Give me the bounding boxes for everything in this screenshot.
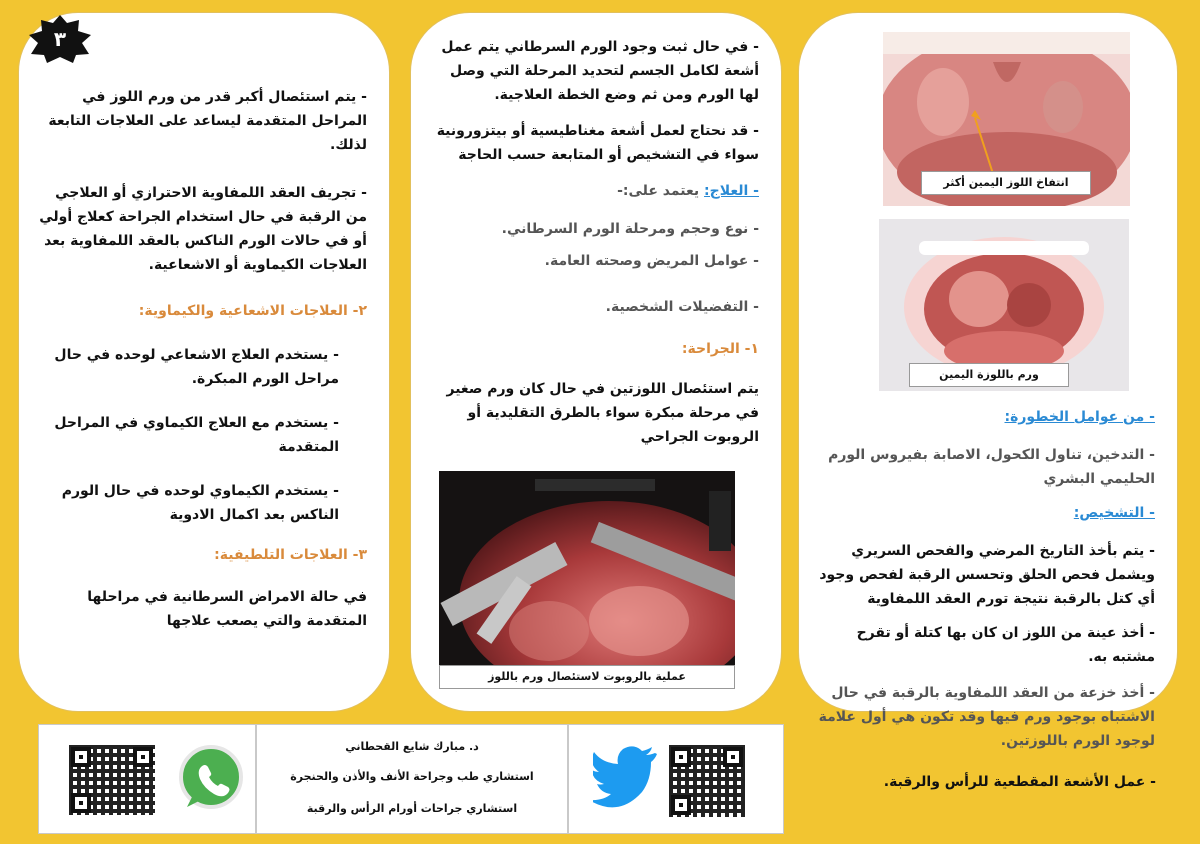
mid-bullet-1: - نوع وحجم ومرحلة الورم السرطاني.: [501, 221, 759, 237]
twitter-cell: [568, 724, 784, 834]
mid-photo-caption: عملية بالروبوت لاستئصال ورم باللوز: [439, 665, 735, 689]
mid-treatment-heading: - العلاج:: [704, 183, 759, 199]
right-diagnosis-heading: - التشخيص:: [1073, 505, 1155, 521]
page-number: ٣: [53, 27, 67, 51]
doctor-title-1: استشاري طب وجراحة الأنف والأذن والحنجرة: [290, 770, 534, 783]
right-photo2-caption: ورم باللوزة اليمين: [909, 363, 1069, 387]
right-photo1-caption: انتفاخ اللوز اليمين أكثر: [921, 171, 1091, 195]
left-p6: في حالة الامراض السرطانية في مراحلها المتقدمة والتي يصعب علاجها: [87, 589, 367, 629]
left-p4: - يستخدم مع العلاج الكيماوي في المراحل المتقدمة: [54, 415, 339, 455]
mid-p2: - قد نحتاج لعمل أشعة مغناطيسية أو بيتزورونية سواء في التشخيص أو المتابعة حسب الحاجة: [436, 123, 759, 163]
doctor-name: د. مبارك شايع القحطاني: [345, 740, 479, 753]
mid-treatment-intro: يعتمد على:-: [617, 183, 700, 199]
right-risk-text: - التدخين، تناول الكحول، الاصابة بفيروس الورم الحليمي البشري: [828, 447, 1155, 487]
qr-code-icon[interactable]: [669, 745, 745, 817]
right-diag-4: - عمل الأشعة المقطعية للرأس والرقبة.: [883, 774, 1156, 790]
right-diag-2: - أخذ عينة من اللوز ان كان بها كتلة أو تقرح مشتبه به.: [856, 625, 1155, 665]
page-number-badge: [27, 15, 93, 63]
mid-surgery-text: يتم استئصال اللوزتين في حال كان ورم صغير في مرحلة مبكرة سواء بالطرق التقليدية أو الروبوت الجراحي: [446, 381, 759, 445]
contact-footer: [38, 724, 784, 834]
mid-bullet-3: - التفضيلات الشخصية.: [605, 299, 759, 315]
left-heading-radio-chemo: ٢- العلاجات الاشعاعية والكيماوية:: [138, 303, 367, 319]
qr-code-icon[interactable]: [69, 745, 155, 815]
left-p1: - يتم استئصال أكبر قدر من ورم اللوز في المراحل المتقدمة ليساعد على العلاجات التابعة لذلك.: [48, 89, 367, 153]
doctor-info-cell: [256, 724, 568, 834]
mid-bullet-2: - عوامل المريض وصحته العامة.: [544, 253, 759, 269]
left-p2: - تجريف العقد اللمفاوية الاحترازي أو العلاجي من الرقبة في حال استخدام الجراحة كعلاج أولي أو في حالات الورم الناكس بالعقد اللمفاوية بعد العلاجات الكيماوية أو الاشعاعية.: [39, 185, 367, 273]
right-diag-1: - يتم بأخذ التاريخ المرضي والفحص السريري ويشمل فحص الحلق وتحسس الرقبة لفحص وجود أي كتل بالرقبة نتيجة تورم العقد اللمفاوية: [819, 543, 1155, 607]
whatsapp-icon[interactable]: [177, 741, 245, 817]
right-risk-heading: - من عوامل الخطورة:: [1004, 409, 1155, 425]
whatsapp-cell: [38, 724, 256, 834]
doctor-title-2: استشاري جراحات أورام الرأس والرقبة: [306, 802, 518, 815]
panel-middle: [410, 12, 782, 712]
left-heading-palliative: ٣- العلاجات التلطيفية:: [214, 547, 367, 563]
left-p3: - يستخدم العلاج الاشعاعي لوحده في حال مراحل الورم المبكرة.: [54, 347, 339, 387]
twitter-icon[interactable]: [593, 739, 657, 819]
panel-left: [18, 12, 390, 712]
left-p5: - يستخدم الكيماوي لوحده في حال الورم الناكس بعد اكمال الادوية: [61, 483, 339, 523]
mid-surgery-heading: ١- الجراحة:: [681, 341, 759, 357]
mid-treatment-line: [429, 179, 759, 203]
mid-p1: - في حال ثبت وجود الورم السرطاني يتم عمل أشعة لكامل الجسم لتحديد المرحلة التي وصل لها الورم ومن ثم وضع الخطة العلاجية.: [441, 39, 759, 103]
right-diag-3: - أخذ خزعة من العقد اللمفاوية بالرقبة في حال الاشتباه بوجود ورم فيها وقد تكون هي أول علامة لوجود الورم باللوزتين.: [818, 685, 1155, 749]
panel-right: [798, 12, 1178, 749]
robotic-surgery-photo: [439, 471, 735, 667]
